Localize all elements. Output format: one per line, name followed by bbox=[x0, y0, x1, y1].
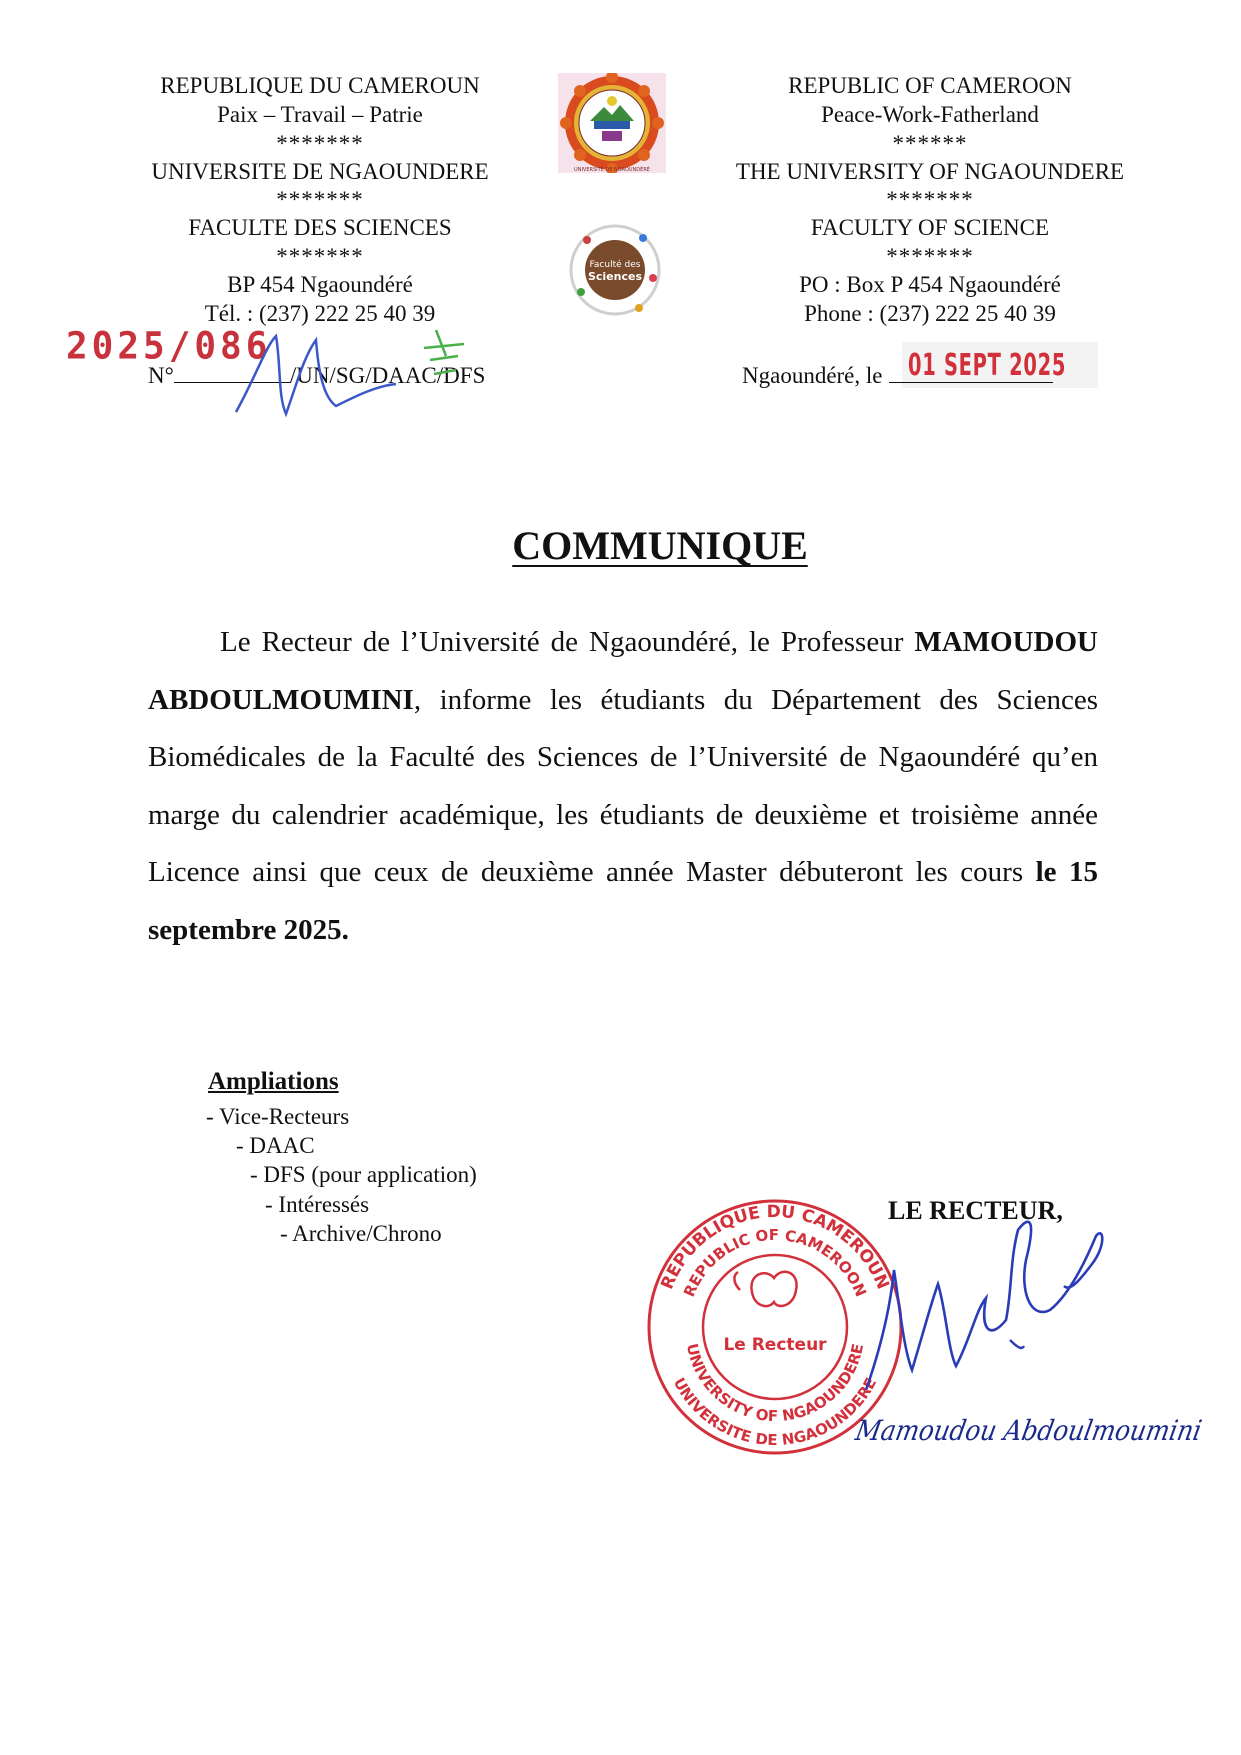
date-stamp: 01 SEPT 2025 bbox=[908, 348, 1067, 383]
rector-name-handwritten: Mamoudou Abdoulmoumini bbox=[852, 1414, 1205, 1447]
university-fr: UNIVERSITE DE NGAOUNDERE bbox=[151, 158, 489, 184]
rector-name: MAMOUDOU ABDOULMOUMINI bbox=[148, 626, 1098, 716]
faculty-fr: FACULTE DES SCIENCES bbox=[188, 215, 452, 241]
ampliations-title: Ampliations bbox=[208, 1068, 339, 1095]
ampliation-item: - Vice-Recteurs bbox=[206, 1104, 350, 1129]
motto-fr: Paix – Travail – Patrie bbox=[217, 101, 423, 127]
initials-signature bbox=[226, 326, 496, 422]
header-left bbox=[90, 72, 550, 329]
body-part2: , informe les étudiants du Département des Sciences Biomédicales de la Faculté des Sciences de l’Université de Ngaoundéré qu’en marge du calendrier académique, les étudiants de deuxième et troisième année Licence ainsi que ceux de deuxième année Master débuteront les cours bbox=[148, 683, 1098, 888]
ampliation-item: - DAAC bbox=[236, 1133, 315, 1158]
university-logo bbox=[558, 73, 666, 173]
address-en: PO : Box P 454 Ngaoundéré bbox=[799, 272, 1061, 298]
reference-number-stamp: 2025/086 bbox=[66, 324, 272, 369]
university-en: THE UNIVERSITY OF NGAOUNDERE bbox=[735, 158, 1125, 184]
header-right bbox=[700, 72, 1160, 329]
country-fr: REPUBLIQUE DU CAMEROUN bbox=[160, 73, 480, 98]
seal-center: Le Recteur bbox=[723, 1335, 827, 1355]
faculty-logo-line1: Faculté des bbox=[589, 260, 641, 270]
faculty-logo bbox=[567, 222, 663, 318]
ampliation-item: - Archive/Chrono bbox=[280, 1221, 442, 1246]
faculty-logo-line2: Sciences bbox=[587, 270, 643, 283]
separator: ******* bbox=[886, 187, 974, 213]
separator: ******* bbox=[886, 244, 974, 270]
motto-en: Peace-Work-Fatherland bbox=[821, 101, 1039, 127]
seal-text-bottom-inner: UNIVERSITY OF NGAOUNDERE bbox=[682, 1341, 868, 1426]
seal-text-bottom-outer: UNIVERSITE DE NGAOUNDERE bbox=[669, 1374, 881, 1450]
communique-body bbox=[148, 614, 1098, 959]
signatory-title: LE RECTEUR, bbox=[888, 1196, 1063, 1225]
separator: ****** bbox=[892, 130, 968, 156]
separator: ******* bbox=[276, 130, 364, 156]
ampliation-item: - Intéressés bbox=[265, 1192, 370, 1217]
separator: ******* bbox=[276, 244, 364, 270]
ampliation-item: - DFS (pour application) bbox=[250, 1162, 477, 1187]
date-prefix: Ngaoundéré, le bbox=[742, 363, 883, 388]
separator: ******* bbox=[276, 187, 364, 213]
rector-signature bbox=[860, 1200, 1130, 1400]
country-en: REPUBLIC OF CAMEROON bbox=[788, 73, 1072, 98]
university-logo-label: UNIVERSITÉ DE NGAOUNDÉRÉ bbox=[574, 167, 650, 173]
reference-prefix: N° bbox=[148, 363, 174, 388]
reference-suffix: /UN/SG/DAAC/DFS bbox=[289, 363, 486, 388]
phone-fr: Tél. : (237) 222 25 40 39 bbox=[204, 300, 436, 326]
faculty-en: FACULTY OF SCIENCE bbox=[810, 215, 1050, 241]
document-title: COMMUNIQUE bbox=[512, 523, 808, 568]
body-part1: Le Recteur de l’Université de Ngaoundéré, le Professeur bbox=[220, 626, 915, 658]
phone-en: Phone : (237) 222 25 40 39 bbox=[804, 300, 1056, 326]
start-date: le 15 septembre 2025. bbox=[148, 856, 1098, 946]
address-fr: BP 454 Ngaoundéré bbox=[227, 272, 413, 298]
seal-text-top-inner: REPUBLIC OF CAMEROON bbox=[679, 1225, 871, 1300]
seal-text-top-outer: REPUBLIQUE DU CAMEROUN bbox=[657, 1201, 893, 1293]
